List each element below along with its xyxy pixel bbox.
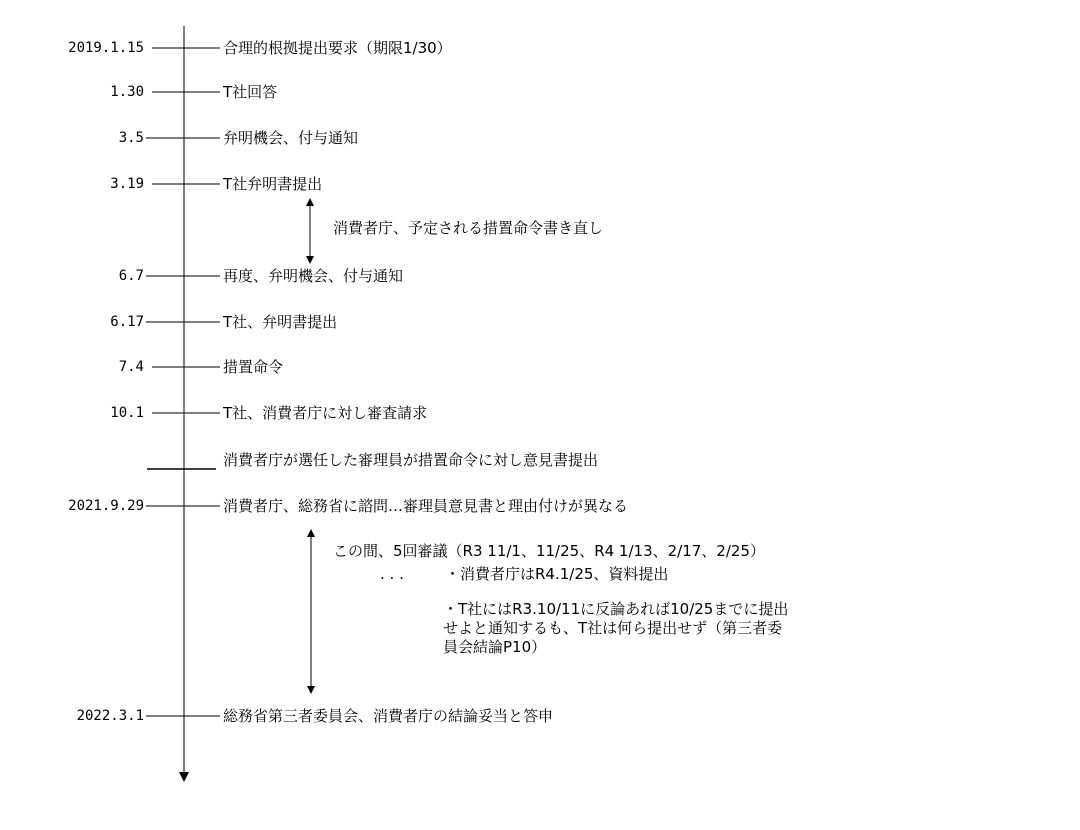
rewrite-note: 消費者庁、予定される措置命令書き直し — [333, 219, 604, 237]
event-label: 消費者庁、総務省に諮問…審理員意見書と理由付けが異なる — [223, 497, 629, 515]
event-label: T社弁明書提出 — [223, 175, 323, 193]
span-arrow-deliberation — [307, 529, 315, 694]
event-label: 措置命令 — [223, 358, 284, 376]
bullet-rebuttal-line-3: 員会結論P10） — [443, 638, 547, 656]
event-date: 3.19 — [110, 176, 144, 192]
ellipsis-mark: . . . — [380, 565, 404, 583]
event-date: 2022.3.1 — [76, 708, 144, 724]
bullet-materials: ・消費者庁はR4.1/25、資料提出 — [445, 565, 669, 583]
event-date: 2019.1.15 — [68, 40, 144, 56]
event-label: 総務省第三者委員会、消費者庁の結論妥当と答申 — [223, 707, 554, 725]
event-label: 合理的根拠提出要求（期限1/30） — [223, 39, 452, 57]
span-arrow-rewrite-head-down — [306, 256, 314, 264]
event-date: 10.1 — [110, 405, 144, 421]
event-date: 3.5 — [118, 130, 144, 146]
event-connectors — [146, 48, 220, 716]
bullet-rebuttal-line-1: ・T社にはR3.10/11に反論あれば10/25までに提出 — [443, 600, 789, 618]
event-label: T社、弁明書提出 — [223, 313, 338, 331]
bullet-rebuttal-line-2: せよと通知するも、T社は何ら提出せず（第三者委 — [443, 619, 783, 637]
span-arrow-rewrite-head-up — [306, 198, 314, 206]
span-arrow-deliberation-head-down — [307, 686, 315, 694]
span-arrow-rewrite — [306, 198, 314, 264]
event-label: 弁明機会、付与通知 — [223, 129, 359, 147]
event-date: 1.30 — [110, 84, 144, 100]
deliberation-note: この間、5回審議（R3 11/1、11/25、R4 1/13、2/17、2/25） — [333, 542, 765, 560]
event-date: 6.7 — [118, 268, 144, 284]
event-date: 6.17 — [110, 314, 144, 330]
event-date: 7.4 — [118, 359, 144, 375]
event-label: 消費者庁が選任した審理員が措置命令に対し意見書提出 — [223, 451, 599, 469]
timeline-axis-arrowhead — [179, 772, 189, 782]
event-label: 再度、弁明機会、付与通知 — [223, 267, 404, 285]
span-arrow-deliberation-head-up — [307, 529, 315, 537]
event-label: T社、消費者庁に対し審査請求 — [223, 404, 428, 422]
event-date: 2021.9.29 — [68, 498, 144, 514]
event-label: T社回答 — [223, 83, 278, 101]
